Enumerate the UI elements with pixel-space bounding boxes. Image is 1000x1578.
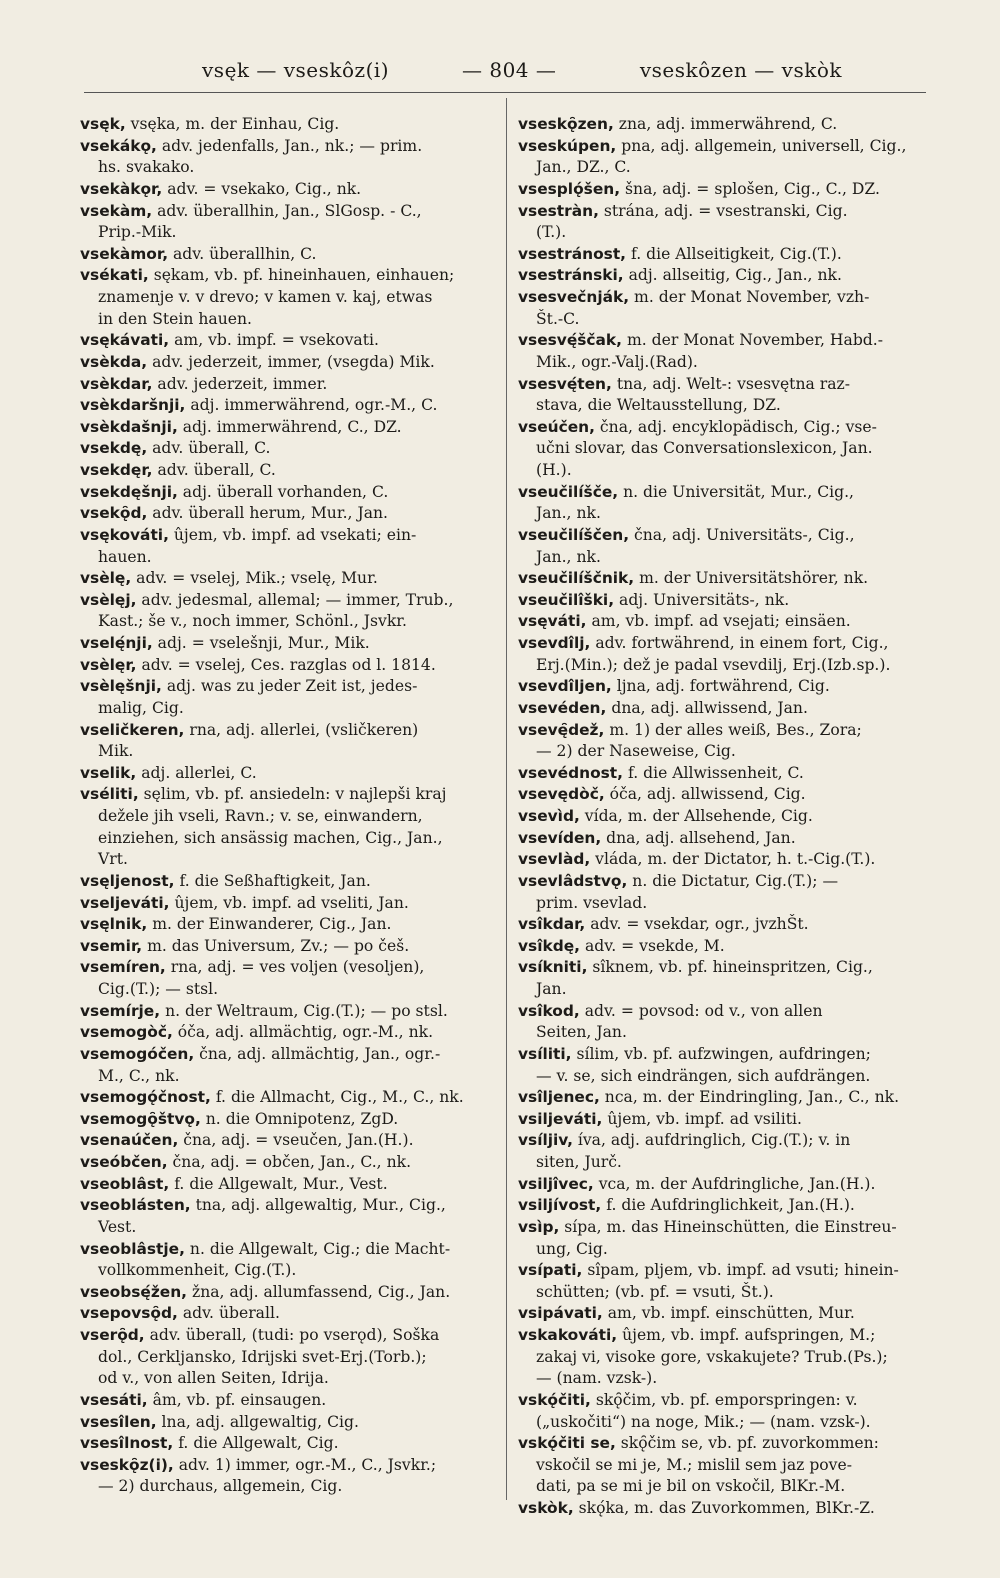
dictionary-line: vsîkdar, adv. = vsekdar, ogr., jvzhŠt.: [518, 915, 809, 934]
dictionary-line: Jan., DZ., C.: [536, 158, 631, 177]
headword: vsíliti,: [518, 1044, 572, 1063]
headword: vsemogǫ́čnost,: [80, 1088, 211, 1107]
headword: vsęlnik,: [80, 915, 148, 934]
headword: vsîljenec,: [518, 1088, 600, 1107]
dictionary-line: vsekdę, adv. überall, C.: [80, 439, 271, 458]
dictionary-line: vsékati, sękam, vb. pf. hineinhauen, einhauen;: [80, 266, 455, 285]
headword: vsíkniti,: [518, 958, 588, 977]
headword: vseskúpen,: [518, 136, 617, 155]
headword: vsemogǫ̑štvǫ,: [80, 1109, 201, 1128]
dictionary-line: vseučilíšče, n. die Universität, Mur., Cig.,: [518, 482, 855, 501]
dictionary-line: vsestràn, strána, adj. = vsestranski, Cig.: [518, 201, 848, 220]
headword: vsíljiv,: [518, 1131, 573, 1150]
dictionary-line: vsesáti, âm, vb. pf. einsaugen.: [80, 1390, 327, 1409]
headword: vseskǫ̑zen,: [518, 115, 614, 133]
dictionary-line: znamenje v. v drevo; v kamen v. kaj, etwas: [98, 288, 433, 306]
dictionary-line: učni slovar, das Conversationslexicon, Jan.: [536, 439, 873, 458]
dictionary-line: od v., von allen Seiten, Idrija.: [98, 1369, 329, 1388]
headword: vsenaúčen,: [80, 1131, 179, 1150]
headword: vsekàmor,: [80, 244, 169, 263]
dictionary-line: hauen.: [98, 547, 152, 566]
dictionary-line: vollkommenheit, Cig.(T.).: [98, 1261, 297, 1280]
headword: vsęk,: [80, 115, 126, 133]
headword: vsekdę,: [80, 439, 148, 458]
dictionary-line: vsîkod, adv. = povsod: od v., von allen: [518, 1001, 823, 1020]
dictionary-line: Erj.(Min.); dež je padal vsevdilj, Erj.(Izb.sp.).: [536, 655, 891, 674]
dictionary-line: — v. se, sich eindrängen, sich aufdrängen.: [536, 1066, 871, 1085]
dictionary-line: vsemir, m. das Universum, Zv.; — po češ.: [80, 936, 410, 955]
dictionary-line: Mik.: [98, 742, 134, 761]
dictionary-line: stava, die Weltausstellung, DZ.: [536, 396, 781, 415]
headword: vsemir,: [80, 936, 143, 955]
dictionary-line: vsekàmor, adv. überallhin, C.: [80, 244, 317, 263]
dictionary-line: vsestránski, adj. allseitig, Cig., Jan., nk.: [518, 266, 842, 285]
dictionary-line: prim. vsevlad.: [536, 893, 648, 912]
headword: vsípati,: [518, 1261, 583, 1280]
dictionary-line: vsevę̑dež, m. 1) der alles weiß, Bes., Zora;: [518, 720, 862, 739]
header-rule: [84, 92, 926, 93]
headword: vsevìd,: [518, 807, 580, 825]
headword: vsiljeváti,: [518, 1109, 603, 1128]
headword: vsiljívost,: [518, 1196, 602, 1215]
dictionary-line: vsęljenost, f. die Seßhaftigkeit, Jan.: [80, 871, 371, 890]
headword: vsestránski,: [518, 266, 624, 285]
headword: vsevédnost,: [518, 763, 624, 782]
dictionary-line: vsèkdaršnji, adj. immerwährend, ogr.-M., C.: [80, 396, 438, 415]
headword: vsekǫ̑d,: [80, 504, 148, 523]
dictionary-line: vsèkdar, adv. jederzeit, immer.: [80, 374, 328, 393]
headword: vsevę̑dež,: [518, 720, 605, 739]
headword: vseoblásten,: [80, 1196, 191, 1215]
dictionary-line: ung, Cig.: [536, 1239, 608, 1258]
dictionary-line: vsesplǫ́šen, šna, adj. = splošen, Cig., C., DZ.: [518, 179, 880, 198]
dictionary-line: vsesvę́ten, tna, adj. Welt-: vsesvętna raz-: [518, 374, 850, 393]
dictionary-line: vseučilîški, adj. Universitäts-, nk.: [518, 590, 790, 609]
dictionary-line: vsíliti, sílim, vb. pf. aufzwingen, aufdringen;: [518, 1044, 871, 1063]
dictionary-line: vsíljiv, íva, adj. aufdringlich, Cig.(T.); v. in: [518, 1131, 851, 1150]
headword: vskakováti,: [518, 1326, 618, 1344]
right-column: [518, 114, 930, 1520]
dictionary-line: vsèlęj, adv. jedesmal, allemal; — immer, Trub.,: [80, 590, 454, 609]
headword: vseóbčen,: [80, 1153, 168, 1171]
page-number: — 804 —: [462, 58, 557, 82]
dictionary-line: vsekdęr, adv. überall, C.: [80, 461, 276, 479]
headword: vsèlęr,: [80, 655, 137, 674]
dictionary-line: in den Stein hauen.: [98, 309, 252, 328]
headword: vsîkdę,: [518, 936, 581, 955]
dictionary-line: vsestránost, f. die Allseitigkeit, Cig.(T.).: [518, 244, 842, 263]
dictionary-line: vskǫ́čiti, skǫ̑čim, vb. pf. emporspringen: v.: [518, 1390, 858, 1409]
dictionary-line: vseoblâstje, n. die Allgewalt, Cig.; die Macht-: [80, 1239, 451, 1258]
dictionary-line: vskočil se mi je, M.; mislil sem jaz pove-: [536, 1455, 852, 1474]
dictionary-line: vsemírje, n. der Weltraum, Cig.(T.); — po stsl.: [80, 1001, 448, 1020]
headword: vsìp,: [518, 1217, 560, 1236]
dictionary-line: Jan., nk.: [536, 547, 601, 566]
dictionary-line: vsęváti, am, vb. impf. ad vsejati; einsäen.: [518, 612, 851, 631]
headword: vsiljîvec,: [518, 1174, 594, 1193]
dictionary-line: vsipávati, am, vb. impf. einschütten, Mur.: [518, 1304, 855, 1323]
dictionary-line: vsesvę́ščak, m. der Monat November, Habd.-: [518, 331, 884, 350]
headword: vserǫ̑d,: [80, 1326, 145, 1344]
headword: vsevdîlj,: [518, 634, 591, 652]
dictionary-line: vserǫ̑d, adv. überall, (tudi: po vserǫd), Soška: [80, 1326, 440, 1344]
dictionary-line: — 2) der Naseweise, Cig.: [536, 742, 736, 761]
dictionary-line: dol., Cerkljansko, Idrijski svet-Erj.(Torb.);: [98, 1347, 427, 1366]
header-right-guide-words: vseskôzen — vskòk: [639, 58, 842, 82]
headword: vsemíren,: [80, 958, 166, 977]
headword: vsesvę́ščak,: [518, 331, 623, 350]
dictionary-line: einziehen, sich ansässig machen, Cig., Jan.,: [98, 828, 443, 847]
dictionary-line: vsęlnik, m. der Einwanderer, Cig., Jan.: [80, 915, 392, 934]
dictionary-line: vseljeváti, ûjem, vb. impf. ad vseliti, Jan.: [80, 893, 409, 912]
headword: vsękováti,: [80, 525, 169, 544]
headword: vseučilíščnik,: [518, 569, 635, 588]
headword: vsekdęšnji,: [80, 482, 178, 501]
dictionary-line: vselę́nji, adj. = vselešnji, Mur., Mik.: [80, 634, 370, 652]
dictionary-line: vsękávati, am, vb. impf. = vsekovati.: [80, 331, 379, 350]
dictionary-line: vsîkdę, adv. = vsekde, M.: [518, 936, 725, 955]
headword: vsesvę́ten,: [518, 374, 612, 393]
headword: vskǫ́čiti,: [518, 1390, 591, 1409]
headword: vsęváti,: [518, 612, 587, 631]
dictionary-line: vseskǫ̑zen, zna, adj. immerwährend, C.: [518, 115, 838, 133]
dictionary-line: vsesîlen, lna, adj. allgewaltig, Cig.: [80, 1412, 359, 1431]
dictionary-line: vsiljívost, f. die Aufdringlichkeit, Jan.(H.).: [518, 1196, 855, 1215]
headword: vsekdęr,: [80, 461, 153, 479]
dictionary-line: vseúčen, čna, adj. encyklopädisch, Cig.; vse-: [518, 417, 877, 436]
column-divider: [506, 98, 507, 1500]
dictionary-line: vsìp, sípa, m. das Hineinschütten, die Einstreu-: [518, 1217, 897, 1236]
dictionary-line: (H.).: [536, 461, 572, 479]
dictionary-line: vsevédnost, f. die Allwissenheit, C.: [518, 763, 804, 782]
headword: vsękávati,: [80, 331, 170, 350]
dictionary-line: vseskǫ̑z(i), adv. 1) immer, ogr.-M., C., Jsvkr.;: [80, 1455, 437, 1474]
headword: vseoblâst,: [80, 1174, 170, 1193]
dictionary-line: vseoblásten, tna, adj. allgewaltig, Mur., Cig.,: [80, 1196, 446, 1215]
dictionary-line: Cig.(T.); — stsl.: [98, 980, 219, 998]
headword: vsèkdaršnji,: [80, 396, 186, 415]
headword: vsèkda,: [80, 352, 148, 371]
dictionary-line: dati, pa se mi je bil on vskočil, BlKr.-M.: [536, 1477, 846, 1496]
headword: vsestránost,: [518, 244, 627, 263]
dictionary-line: vsemogǫ́čnost, f. die Allmacht, Cig., M., C., nk.: [80, 1088, 464, 1107]
headword: vseučilíščen,: [518, 525, 630, 544]
dictionary-line: („uskočiti“) na noge, Mik.; — (nam. vzsk-).: [536, 1412, 871, 1431]
dictionary-line: vséliti, sęlim, vb. pf. ansiedeln: v najlepši kraj: [80, 785, 447, 804]
dictionary-line: vsęk, vsęka, m. der Einhau, Cig.: [80, 115, 340, 133]
dictionary-line: (T.).: [536, 223, 567, 242]
headword: vsèlę,: [80, 569, 132, 588]
dictionary-line: Jan., nk.: [536, 504, 601, 523]
dictionary-line: dežele jih vseli, Ravn.; v. se, einwandern,: [98, 807, 423, 825]
dictionary-line: vsemogóčen, čna, adj. allmächtig, Jan., ogr.-: [80, 1044, 441, 1063]
dictionary-line: siten, Jurč.: [536, 1153, 622, 1171]
dictionary-line: vsekǫ̑d, adv. überall herum, Mur., Jan.: [80, 504, 388, 523]
dictionary-line: vskòk, skǫ́ka, m. das Zuvorkommen, BlKr.-Z.: [518, 1499, 875, 1517]
dictionary-line: vseučilíščen, čna, adj. Universitäts-, Cig.,: [518, 525, 855, 544]
left-column: [80, 114, 488, 1498]
headword: vsevéden,: [518, 698, 607, 717]
headword: vsemogóčen,: [80, 1044, 195, 1063]
dictionary-line: hs. svakako.: [98, 158, 195, 177]
dictionary-line: vsesîlnost, f. die Allgewalt, Cig.: [80, 1434, 339, 1453]
dictionary-line: Št.-C.: [536, 309, 580, 328]
dictionary-line: vsekákǫ, adv. jedenfalls, Jan., nk.; — prim.: [80, 136, 423, 155]
headword: vskǫ́čiti se,: [518, 1434, 616, 1453]
headword: vsevlàd,: [518, 850, 591, 869]
dictionary-line: vseskúpen, pna, adj. allgemein, universell, Cig.,: [518, 136, 907, 155]
dictionary-line: vsiljîvec, vca, m. der Aufdringliche, Jan.(H.).: [518, 1174, 876, 1193]
headword: vsékati,: [80, 266, 149, 285]
headword: vsèlęšnji,: [80, 677, 162, 696]
dictionary-line: vsèkda, adv. jederzeit, immer, (vsegda) Mik.: [80, 352, 435, 371]
headword: vsęljenost,: [80, 871, 175, 890]
dictionary-line: vsekàkǫr, adv. = vsekako, Cig., nk.: [80, 179, 362, 198]
headword: vsesîlnost,: [80, 1434, 174, 1453]
dictionary-line: vskǫ́čiti se, skǫ̑čim se, vb. pf. zuvorkommen:: [518, 1434, 879, 1453]
headword: vsekàkǫr,: [80, 179, 163, 198]
dictionary-line: vsevlàd, vláda, m. der Dictator, h. t.-Cig.(T.).: [518, 850, 876, 869]
dictionary-line: vsevdîlj, adv. fortwährend, in einem fort, Cig.,: [518, 634, 889, 652]
headword: vselę́nji,: [80, 634, 153, 652]
headword: vsesáti,: [80, 1390, 148, 1409]
headword: vselik,: [80, 763, 137, 782]
headword: vsèkdar,: [80, 374, 153, 393]
dictionary-line: vsevlâdstvǫ, n. die Dictatur, Cig.(T.); —: [518, 871, 839, 890]
dictionary-line: vsesvečnják, m. der Monat November, vzh-: [518, 288, 870, 306]
dictionary-line: malig, Cig.: [98, 698, 184, 717]
page-header: [84, 58, 924, 88]
dictionary-line: vseučilíščnik, m. der Universitätshörer, nk.: [518, 569, 869, 588]
dictionary-line: Mik., ogr.-Valj.(Rad).: [536, 352, 698, 371]
headword: vsevędòč,: [518, 785, 605, 804]
headword: vsevdîljen,: [518, 677, 612, 696]
dictionary-line: vsèlęšnji, adj. was zu jeder Zeit ist, jedes-: [80, 677, 418, 696]
dictionary-line: vsèlęr, adv. = vselej, Ces. razglas od l. 1814.: [80, 655, 436, 674]
dictionary-line: Seiten, Jan.: [536, 1023, 627, 1042]
dictionary-line: vsenaúčen, čna, adj. = vseučen, Jan.(H.).: [80, 1131, 414, 1150]
dictionary-line: zakaj vi, visoke gore, vskakujete? Trub.(Ps.);: [536, 1347, 888, 1366]
dictionary-line: vseóbčen, čna, adj. = občen, Jan., C., nk.: [80, 1153, 412, 1171]
dictionary-line: vseobsę́žen, žna, adj. allumfassend, Cig., Jan.: [80, 1282, 451, 1301]
dictionary-line: Kast.; še v., noch immer, Schönl., Jsvkr.: [98, 612, 407, 631]
headword: vsekákǫ,: [80, 136, 157, 155]
dictionary-line: vseličkeren, rna, adj. allerlei, (vsličkeren): [80, 720, 419, 739]
headword: vskòk,: [518, 1499, 574, 1517]
headword: vsesîlen,: [80, 1412, 157, 1431]
dictionary-line: vseoblâst, f. die Allgewalt, Mur., Vest.: [80, 1174, 388, 1193]
headword: vsepovsǫ̑d,: [80, 1304, 178, 1323]
dictionary-line: vsemogòč, óča, adj. allmächtig, ogr.-M., nk.: [80, 1023, 434, 1042]
dictionary-line: vsekàm, adv. überallhin, Jan., SlGosp. - C.,: [80, 201, 422, 220]
dictionary-line: M., C., nk.: [98, 1066, 180, 1085]
dictionary-line: vsemíren, rna, adj. = ves voljen (vesoljen),: [80, 958, 425, 977]
headword: vsîkod,: [518, 1001, 580, 1020]
dictionary-line: Vrt.: [98, 850, 128, 869]
dictionary-line: vsevíden, dna, adj. allsehend, Jan.: [518, 828, 796, 847]
headword: vseskǫ̑z(i),: [80, 1455, 174, 1474]
headword: vseúčen,: [518, 417, 595, 436]
headword: vseoblâstje,: [80, 1239, 185, 1258]
dictionary-line: vsekdęšnji, adj. überall vorhanden, C.: [80, 482, 389, 501]
dictionary-line: schütten; (vb. pf. = vsuti, Št.).: [536, 1282, 774, 1301]
headword: vsevíden,: [518, 828, 602, 847]
dictionary-line: — (nam. vzsk-).: [536, 1369, 658, 1388]
headword: vsesvečnják,: [518, 288, 630, 306]
dictionary-line: vsevdîljen, ljna, adj. fortwährend, Cig.: [518, 677, 830, 696]
dictionary-line: vsîljenec, nca, m. der Eindringling, Jan., C., nk.: [518, 1088, 900, 1107]
headword: vsîkdar,: [518, 915, 586, 934]
headword: vsemírje,: [80, 1001, 161, 1020]
dictionary-line: vsepovsǫ̑d, adv. überall.: [80, 1304, 280, 1323]
headword: vsemogòč,: [80, 1023, 173, 1042]
header-left-guide-words: vsęk — vseskôz(i): [202, 58, 390, 82]
headword: vsekàm,: [80, 201, 153, 220]
headword: vseobsę́žen,: [80, 1282, 188, 1301]
dictionary-line: Vest.: [98, 1217, 137, 1236]
headword: vsesplǫ́šen,: [518, 179, 621, 198]
dictionary-line: vsemogǫ̑štvǫ, n. die Omnipotenz, ZgD.: [80, 1109, 399, 1128]
headword: vseljeváti,: [80, 893, 170, 912]
dictionary-line: vsèlę, adv. = vselej, Mik.; vselę, Mur.: [80, 569, 378, 588]
dictionary-line: vsíkniti, sîknem, vb. pf. hineinspritzen, Cig.,: [518, 958, 873, 977]
dictionary-line: vsiljeváti, ûjem, vb. impf. ad vsiliti.: [518, 1109, 802, 1128]
dictionary-line: vsevìd, vída, m. der Allsehende, Cig.: [518, 807, 813, 825]
dictionary-line: — 2) durchaus, allgemein, Cig.: [98, 1477, 343, 1496]
dictionary-line: vselik, adj. allerlei, C.: [80, 763, 257, 782]
headword: vseučilíšče,: [518, 482, 619, 501]
headword: vsipávati,: [518, 1304, 603, 1323]
headword: vsestràn,: [518, 201, 599, 220]
headword: vsèlęj,: [80, 590, 137, 609]
dictionary-line: vsípati, sîpam, pljem, vb. impf. ad vsuti; hinein-: [518, 1261, 899, 1280]
dictionary-line: vskakováti, ûjem, vb. impf. aufspringen, M.;: [518, 1326, 876, 1344]
dictionary-line: Prip.-Mik.: [98, 223, 177, 242]
dictionary-line: vsèkdašnji, adj. immerwährend, C., DZ.: [80, 417, 402, 436]
headword: vsèkdašnji,: [80, 417, 178, 436]
dictionary-line: vsevéden, dna, adj. allwissend, Jan.: [518, 698, 808, 717]
headword: vsevlâdstvǫ,: [518, 871, 628, 890]
dictionary-line: Jan.: [536, 980, 567, 998]
dictionary-line: vsevędòč, óča, adj. allwissend, Cig.: [518, 785, 806, 804]
headword: vseučilîški,: [518, 590, 615, 609]
headword: vseličkeren,: [80, 720, 185, 739]
headword: vséliti,: [80, 785, 139, 804]
dictionary-line: vsękováti, ûjem, vb. impf. ad vsekati; ein-: [80, 525, 417, 544]
